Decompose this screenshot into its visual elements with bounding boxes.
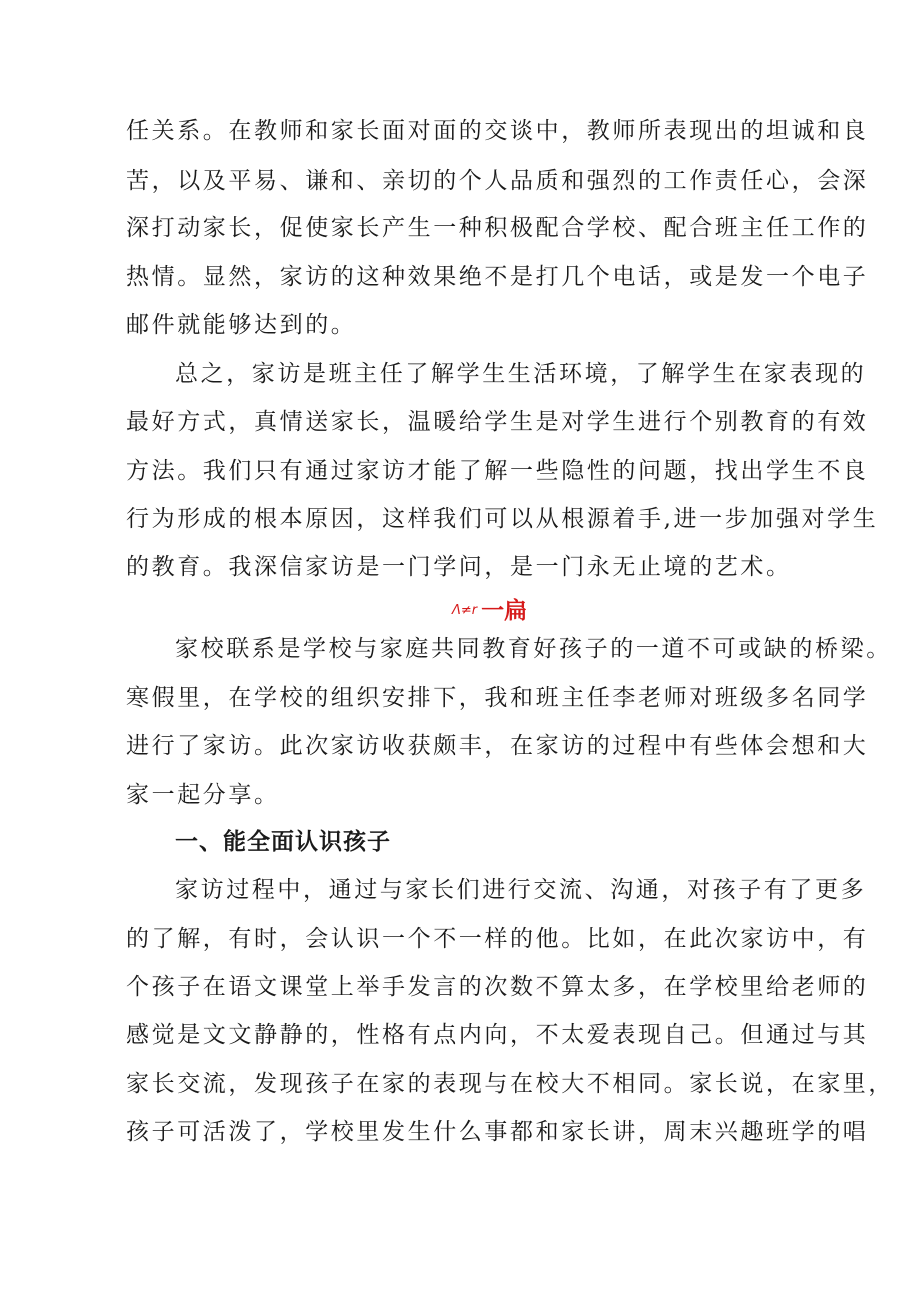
paragraph-line: 总之，家访是班主任了解学生生活环境，了解学生在家表现的 (175, 361, 867, 387)
paragraph-line: 邮件就能够达到的。 (126, 312, 357, 338)
paragraph-line: 寒假里，在学校的组织安排下，我和班主任李老师对班级多名同学 (126, 685, 869, 711)
paragraph-line: 家长交流，发现孩子在家的表现与在校大不相同。家长说，在家里， (126, 1071, 894, 1097)
paragraph-line: 个孩子在语文课堂上举手发言的次数不算太多，在学校里给老师的 (126, 974, 869, 1000)
paragraph-line: 孩子可活泼了，学校里发生什么事都和家长讲，周末兴趣班学的唱 (126, 1119, 869, 1145)
paragraph-line: 感觉是文文静静的，性格有点内向，不太爱表现自己。但通过与其 (126, 1022, 869, 1048)
paragraph-line: 家访过程中，通过与家长们进行交流、沟通，对孩子有了更多 (175, 877, 867, 903)
paragraph-line: 的了解，有时，会认识一个不一样的他。比如，在此次家访中，有 (126, 926, 869, 952)
paragraph-line: 热情。显然，家访的这种效果绝不是打几个电话，或是发一个电子 (126, 264, 869, 290)
paragraph-line: 深打动家长，促使家长产生一种积极配合学校、配合班主任工作的 (126, 215, 869, 241)
section-marker-small-text: Λ≠r (452, 603, 478, 618)
paragraph-line: 家校联系是学校与家庭共同教育好孩子的一道不可或缺的桥梁。 (175, 636, 892, 662)
paragraph-line: 行为形成的根本原因，这样我们可以从根源着手,进一步加强对学生 (126, 506, 879, 532)
paragraph-line: 进行了家访。此次家访收获颇丰，在家访的过程中有些体会想和大 (126, 733, 869, 759)
paragraph-line: 的教育。我深信家访是一门学问，是一门永无止境的艺术。 (126, 554, 792, 580)
paragraph-line: 任关系。在教师和家长面对面的交谈中，教师所表现出的坦诚和良 (126, 118, 869, 144)
paragraph-line: 方法。我们只有通过家访才能了解一些隐性的问题，找出学生不良 (126, 458, 869, 484)
paragraph-line: 家一起分享。 (126, 782, 280, 808)
section-marker-title: 一扁 (481, 598, 528, 624)
paragraph-line: 最好方式，真情送家长，温暖给学生是对学生进行个别教育的有效 (126, 409, 869, 435)
section-marker (452, 592, 527, 625)
paragraph-line: 苦，以及平易、谦和、亲切的个人品质和强烈的工作责任心，会深 (126, 168, 869, 194)
section-heading: 一、能全面认识孩子 (175, 829, 391, 855)
